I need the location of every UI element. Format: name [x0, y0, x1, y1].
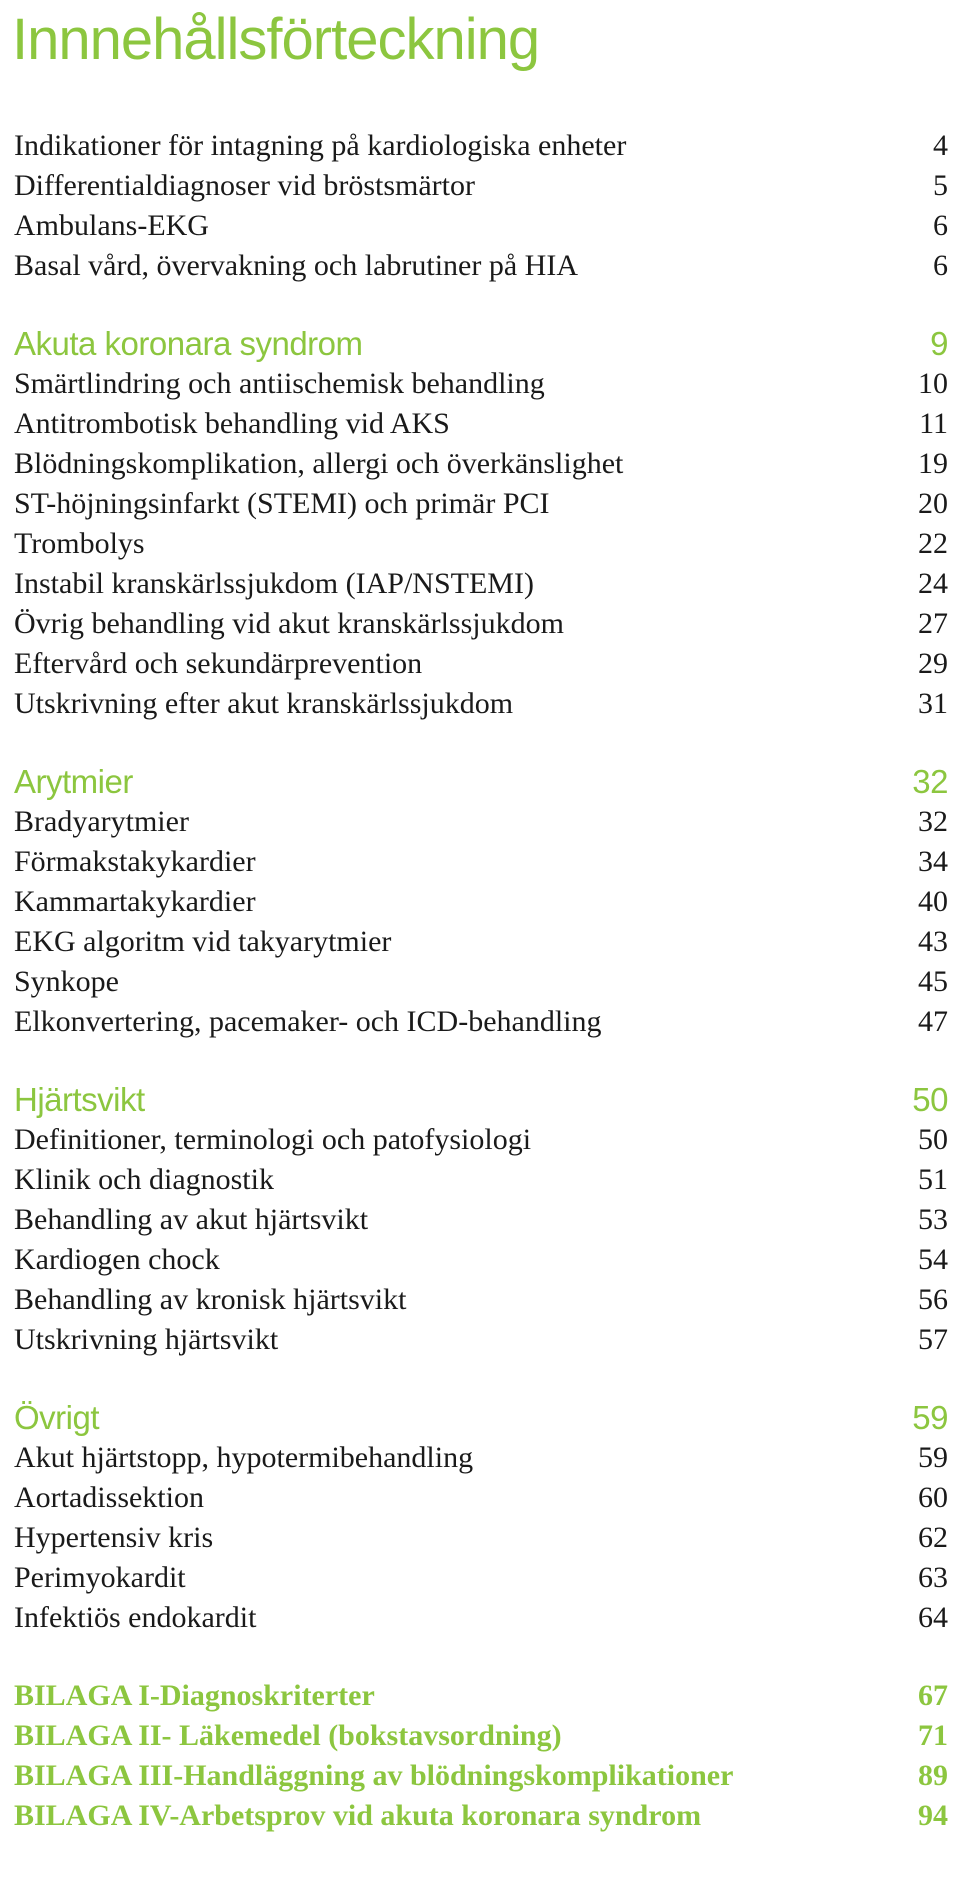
section-hjartsvikt: [14, 1080, 948, 1360]
toc-entry[interactable]: [14, 1280, 948, 1320]
toc-entry-page: 51: [918, 1163, 948, 1196]
toc-entry-page: 22: [918, 527, 948, 560]
section-heading[interactable]: [14, 1398, 948, 1438]
toc-entry[interactable]: [14, 962, 948, 1002]
toc-entry-page: 64: [918, 1601, 948, 1634]
toc-entry-page: 43: [918, 925, 948, 958]
toc-entry-label: Utskrivning efter akut kranskärlssjukdom: [14, 687, 514, 720]
toc-entry[interactable]: [14, 1558, 948, 1598]
toc-entry-page: 54: [918, 1243, 948, 1276]
toc-entry-page: 63: [918, 1561, 948, 1594]
toc-entry-label: EKG algoritm vid takyarytmier: [14, 925, 392, 958]
appendix-entry-page: 67: [918, 1679, 948, 1712]
toc-entry-label: Synkope: [14, 965, 119, 998]
toc-entry-page: 5: [933, 169, 948, 202]
toc-entry-label: Basal vård, övervakning och labrutiner på HIA: [14, 249, 578, 282]
toc-entry-page: 32: [918, 805, 948, 838]
section-akuta-koronara-syndrom: [14, 324, 948, 724]
toc-entry[interactable]: [14, 922, 948, 962]
toc-entry-page: 19: [918, 447, 948, 480]
appendix-entry[interactable]: [14, 1676, 948, 1716]
toc-entry-label: Aortadissektion: [14, 1481, 204, 1514]
toc-entry[interactable]: [14, 524, 948, 564]
toc-entry-page: 11: [919, 407, 948, 440]
toc-entry[interactable]: [14, 246, 948, 286]
toc-entry[interactable]: [14, 644, 948, 684]
toc-entry-page: 10: [918, 367, 948, 400]
section-heading[interactable]: [14, 324, 948, 364]
toc-entry-page: 24: [918, 567, 948, 600]
toc-entry-label: Elkonvertering, pacemaker- och ICD-behandling: [14, 1005, 602, 1038]
page-title: Innnehållsförteckning: [12, 7, 540, 72]
toc-entry-label: Akut hjärtstopp, hypotermibehandling: [14, 1441, 474, 1474]
toc-entry-page: 27: [918, 607, 948, 640]
toc-entry[interactable]: [14, 1438, 948, 1478]
toc-entry[interactable]: [14, 1002, 948, 1042]
toc-entry[interactable]: [14, 1518, 948, 1558]
appendix-entry-label: BILAGA II- Läkemedel (bokstavsordning): [14, 1719, 562, 1752]
toc-entry[interactable]: [14, 1120, 948, 1160]
toc-entry-label: Instabil kranskärlssjukdom (IAP/NSTEMI): [14, 567, 534, 600]
toc-entry[interactable]: [14, 564, 948, 604]
toc-entry-label: Trombolys: [14, 527, 145, 560]
toc-entry[interactable]: [14, 444, 948, 484]
toc-entry-page: 53: [918, 1203, 948, 1236]
section-heading-page: 32: [912, 763, 948, 800]
toc-entry[interactable]: [14, 1598, 948, 1638]
appendix-entry-page: 89: [918, 1759, 948, 1792]
toc-entry[interactable]: [14, 842, 948, 882]
appendix-entry-label: BILAGA I-Diagnoskriterter: [14, 1679, 375, 1712]
toc-entry-label: Utskrivning hjärtsvikt: [14, 1323, 279, 1356]
section-heading[interactable]: [14, 1080, 948, 1120]
appendix-entry-label: BILAGA IV-Arbetsprov vid akuta koronara syndrom: [14, 1799, 702, 1832]
toc-entry-page: 40: [918, 885, 948, 918]
toc-entry[interactable]: [14, 1160, 948, 1200]
section-heading-label: Hjärtsvikt: [14, 1081, 145, 1118]
toc-entry[interactable]: [14, 1200, 948, 1240]
toc-entry-page: 4: [933, 129, 948, 162]
toc-entry-label: Ambulans-EKG: [14, 209, 209, 242]
toc-entry[interactable]: [14, 484, 948, 524]
toc-entry-label: ST-höjningsinfarkt (STEMI) och primär PCI: [14, 487, 550, 520]
toc-entry-label: Hypertensiv kris: [14, 1521, 214, 1554]
appendix-entry[interactable]: [14, 1756, 948, 1796]
toc-entry-page: 62: [918, 1521, 948, 1554]
section-heading-label: Övrigt: [14, 1399, 100, 1436]
section-heading-label: Arytmier: [14, 763, 133, 800]
toc-entry-page: 57: [918, 1323, 948, 1356]
toc-entry[interactable]: [14, 684, 948, 724]
section-heading[interactable]: [14, 762, 948, 802]
toc-entry[interactable]: [14, 126, 948, 166]
toc-entry-page: 20: [918, 487, 948, 520]
toc-entry-page: 6: [933, 249, 948, 282]
toc-entry-label: Kardiogen chock: [14, 1243, 220, 1276]
toc-entry-label: Perimyokardit: [14, 1561, 186, 1594]
toc-entry-label: Klinik och diagnostik: [14, 1163, 274, 1196]
toc-entry-page: 45: [918, 965, 948, 998]
table-of-contents: [14, 126, 948, 1836]
toc-entry-label: Differentialdiagnoser vid bröstsmärtor: [14, 169, 475, 202]
toc-entry[interactable]: [14, 404, 948, 444]
appendix-entry-label: BILAGA III-Handläggning av blödningskomplikationer: [14, 1759, 734, 1792]
toc-entry-page: 31: [918, 687, 948, 720]
section-ovrigt: [14, 1398, 948, 1638]
section-heading-page: 59: [912, 1399, 948, 1436]
toc-entry-label: Infektiös endokardit: [14, 1601, 257, 1634]
toc-entry-page: 29: [918, 647, 948, 680]
toc-entry[interactable]: [14, 604, 948, 644]
appendix-entry[interactable]: [14, 1796, 948, 1836]
section-arytmier: [14, 762, 948, 1042]
toc-entry[interactable]: [14, 882, 948, 922]
toc-entry-label: Bradyarytmier: [14, 805, 189, 838]
toc-entry-label: Smärtlindring och antiischemisk behandling: [14, 367, 545, 400]
appendix-entry-page: 94: [918, 1799, 948, 1832]
toc-entry-label: Eftervård och sekundärprevention: [14, 647, 423, 680]
toc-entry-page: 60: [918, 1481, 948, 1514]
toc-entry-label: Blödningskomplikation, allergi och överkänslighet: [14, 447, 624, 480]
toc-entry-page: 6: [933, 209, 948, 242]
toc-entry[interactable]: [14, 1240, 948, 1280]
toc-entry-label: Definitioner, terminologi och patofysiologi: [14, 1123, 532, 1156]
section-heading-page: 9: [930, 325, 948, 362]
toc-entry[interactable]: [14, 166, 948, 206]
toc-entry-label: Förmakstakykardier: [14, 845, 256, 878]
toc-entry[interactable]: [14, 1478, 948, 1518]
appendix-entry-page: 71: [918, 1719, 948, 1752]
toc-entry[interactable]: [14, 1320, 948, 1360]
toc-entry-page: 59: [918, 1441, 948, 1474]
section-heading-label: Akuta koronara syndrom: [14, 325, 363, 362]
toc-entry-label: Behandling av kronisk hjärtsvikt: [14, 1283, 407, 1316]
toc-entry-page: 34: [918, 845, 948, 878]
intro-block: [14, 126, 948, 286]
appendix-block: [14, 1676, 948, 1836]
toc-entry-label: Indikationer för intagning på kardiologiska enheter: [14, 129, 627, 162]
toc-entry-page: 50: [918, 1123, 948, 1156]
appendix-entry[interactable]: [14, 1716, 948, 1756]
toc-entry-label: Antitrombotisk behandling vid AKS: [14, 407, 450, 440]
toc-entry[interactable]: [14, 364, 948, 404]
toc-entry-label: Övrig behandling vid akut kranskärlssjukdom: [14, 607, 564, 640]
toc-entry[interactable]: [14, 206, 948, 246]
toc-entry-label: Kammartakykardier: [14, 885, 256, 918]
section-heading-page: 50: [912, 1081, 948, 1118]
toc-entry[interactable]: [14, 802, 948, 842]
toc-entry-page: 56: [918, 1283, 948, 1316]
toc-entry-page: 47: [918, 1005, 948, 1038]
toc-entry-label: Behandling av akut hjärtsvikt: [14, 1203, 369, 1236]
